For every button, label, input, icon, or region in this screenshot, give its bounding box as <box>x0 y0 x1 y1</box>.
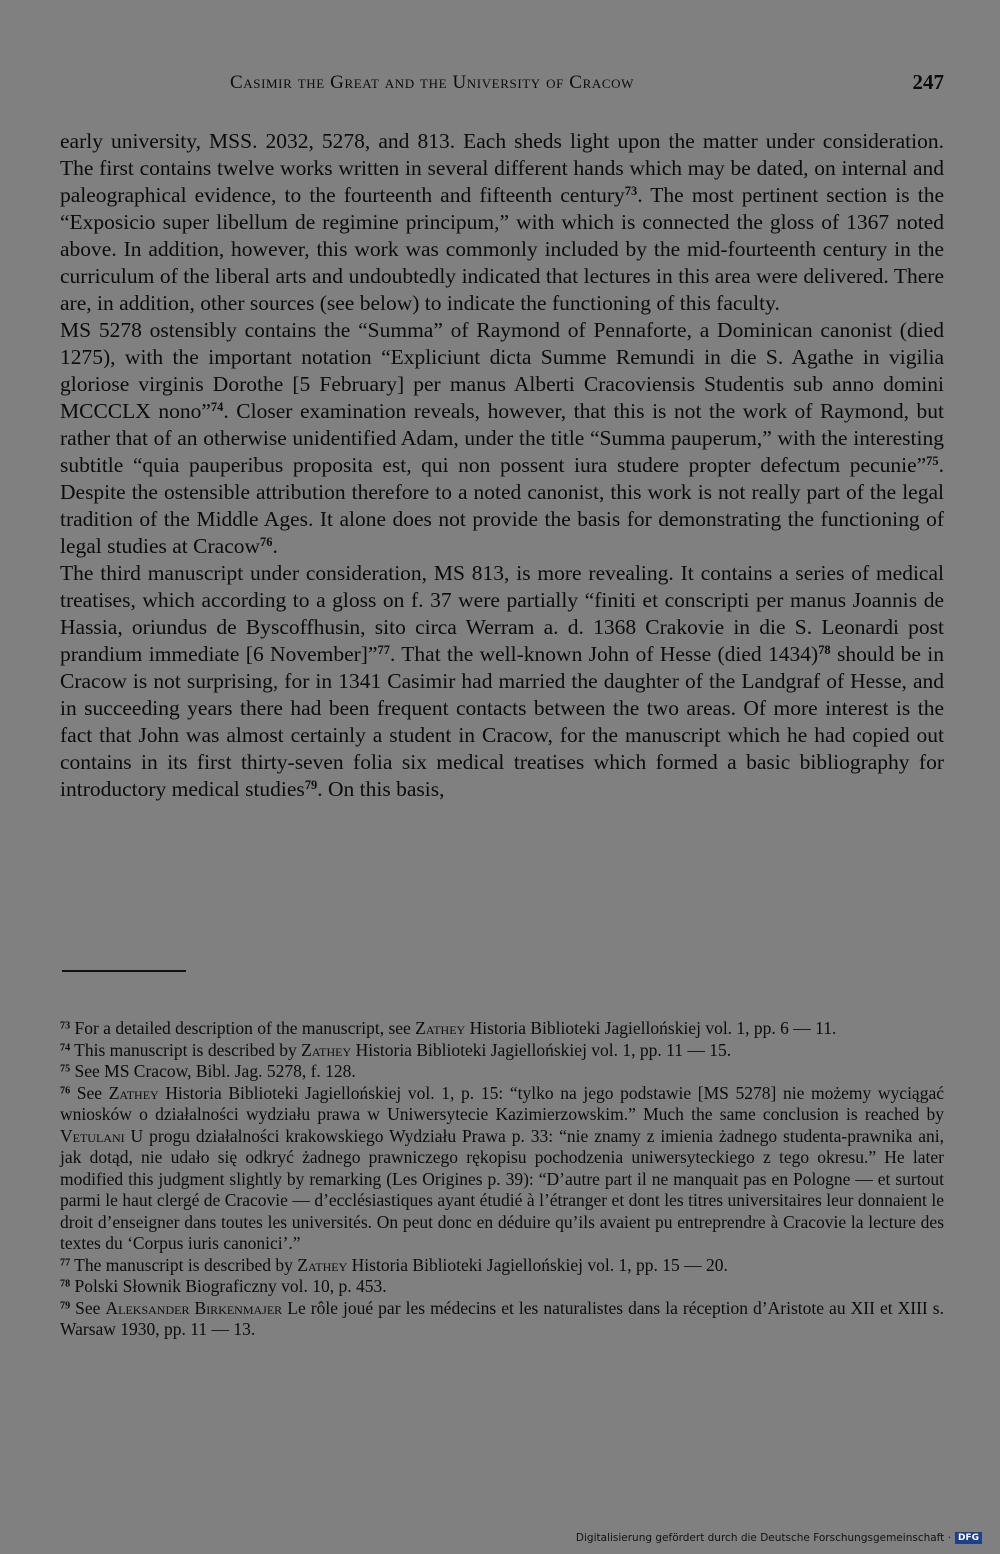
footnote-77 <box>60 1255 944 1277</box>
footnote-number: 74 <box>60 1041 71 1053</box>
paragraph-3 <box>60 560 944 803</box>
paragraph-text: MS 5278 ostensibly contains the “Summa” of Raymond of Pennaforte, a Dominican canonist (died 1275), with the important notation “Expliciunt dicta Summe Remundi in die S. Agathe in vigilia gloriose virginis Dorothe [5 February] per manus Alberti Cracoviensis Studentis sub anno domini MCCCLX nono” <box>60 318 944 423</box>
footnote-text: See <box>70 1297 106 1318</box>
footnote-ref-79[interactable]: 79 <box>304 778 318 793</box>
paragraph-text: The third manuscript under consideration, MS 813, is more revealing. It contains a series of medical treatises, which according to a gloss on f. 37 were partially “finiti et conscripti per manus Joannis de Hassia, oriundus de Byscoffhusin, sito circa Werram a. d. 1368 Crakovie in die S. Leonardi post prandium immediate [6 November]” <box>60 561 944 666</box>
paragraph-1 <box>60 128 944 317</box>
paragraph-text: should be in Cracow is not surprising, for in 1341 Casimir had married the daughter of the Landgraf of Hesse, and in succeeding years there had been frequent contacts between the two areas. Of more interest is the fact that John was almost certainly a student in Cracow, for the manuscript which he had copied out contains in its first thirty-seven folia six medical treatises which formed a basic bibliography for introductory medical studies <box>60 642 945 801</box>
footnote-78 <box>60 1276 944 1298</box>
footnote-number: 79 <box>60 1299 71 1311</box>
author-name: Vetulani <box>60 1125 125 1146</box>
paragraph-text: . The most pertinent section is the “Exposicio super libellum de regimine principum,” with which is connected the gloss of 1367 noted above. In addition, however, this work was commonly included by the mid-fourteenth century in the curriculum of the liberal arts and undoubtedly indicated that lectures in this area were delivered. There are, in addition, other sources (see below) to indicate the functioning of this faculty. <box>60 183 944 315</box>
page-number: 247 <box>912 70 944 94</box>
footnote-ref-78[interactable]: 78 <box>818 643 831 658</box>
footnote-ref-75[interactable]: 75 <box>926 454 939 469</box>
footnote-text: The manuscript is described by <box>70 1254 298 1275</box>
footnote-text: Historia Biblioteki Jagiellońskiej vol. 1, p. 15: “tylko na jego podstawie [MS 5278] nie możemy wyciągać wniosków o działalności wydziału prawa w Uniwersytecie Kazimierzowskim.” Much the same conclusion is reached by <box>60 1082 944 1124</box>
running-head: Casimir the Great and the University of Cracow <box>230 72 634 93</box>
footnote-text: Historia Biblioteki Jagiellońskiej vol. 1, pp. 15 — 20. <box>347 1254 728 1275</box>
paragraph-text: . On this basis, <box>317 777 445 801</box>
page-header <box>60 70 944 100</box>
footnote-divider <box>62 970 186 972</box>
footnote-text: Le rôle joué par les médecins et les naturalistes dans la réception d’Aristote au XII et XIII s. Warsaw 1930, pp. 11 — 13. <box>60 1297 944 1339</box>
footnote-text: Historia Biblioteki Jagiellońskiej vol. 1, pp. 6 — 11. <box>465 1018 837 1038</box>
footnote-text: For a detailed description of the manuscript, see <box>70 1018 416 1038</box>
footnote-74 <box>60 1040 944 1062</box>
footnote-text: Historia Biblioteki Jagiellońskiej vol. 1, pp. 11 — 15. <box>351 1039 732 1060</box>
author-name: Zathey <box>297 1254 348 1275</box>
credit-text: Digitalisierung gefördert durch die Deutsche Forschungsgemeinschaft · <box>575 1532 951 1544</box>
footnote-number: 75 <box>60 1063 71 1075</box>
footnote-number: 77 <box>60 1256 71 1268</box>
paragraph-text: . <box>272 534 278 558</box>
footnote-text: See MS Cracow, Bibl. Jag. 5278, f. 128. <box>70 1061 356 1081</box>
dfg-logo[interactable]: DFG <box>955 1532 982 1544</box>
footnote-number: 76 <box>60 1084 71 1096</box>
author-name: Aleksander Birkenmajer <box>105 1297 283 1318</box>
footnotes <box>60 1018 944 1341</box>
footnote-text: This manuscript is described by <box>70 1039 302 1060</box>
footnote-ref-76[interactable]: 76 <box>260 535 273 550</box>
paragraph-text: . That the well-known John of Hesse (died 1434) <box>389 642 819 666</box>
paragraph-text: early university, MSS. 2032, 5278, and 813. Each sheds light upon the matter under consideration. The first contains twelve works written in several different hands which may be dated, on internal and paleographical evidence, to the fourteenth and fifteenth century <box>60 129 944 207</box>
footnote-75 <box>60 1061 944 1083</box>
author-name: Zathey <box>415 1018 466 1038</box>
author-name: Zathey <box>108 1082 159 1103</box>
footnote-ref-77[interactable]: 77 <box>377 643 390 658</box>
digitization-credit <box>576 1532 982 1544</box>
paragraph-2 <box>60 317 944 560</box>
footnote-ref-73[interactable]: 73 <box>624 184 638 199</box>
footnote-text: U progu działalności krakowskiego Wydziału Prawa p. 33: “nie znamy z imienia żadnego studenta-prawnika ani, jak dotąd, nie udało się odkryć żadnego prawniczego rękopisu pochodzenia uniwersyteckiego z tego okresu.” He later modified this judgment slightly by remarking (Les Origines p. 39): “D’autre part il ne manquait pas en Pologne — et surtout parmi le haut clergé de Cracovie — d’ecclésiastiques ayant étudié à l’étranger et dont les titres universitaires leur donnaient le droit d’enseigner dans toutes les universités. On peut donc en déduire qu’ils avaient pu entreprendre à Cracovie la lecture des textes du ‘Corpus iuris canonici’.” <box>60 1125 944 1253</box>
footnote-79 <box>60 1298 944 1341</box>
footnote-number: 78 <box>60 1278 71 1290</box>
footnote-number: 73 <box>60 1020 71 1032</box>
footnote-76 <box>60 1083 944 1255</box>
footnote-text: Polski Słownik Biograficzny vol. 10, p. 453. <box>70 1276 387 1296</box>
footnote-73 <box>60 1018 944 1040</box>
paragraph-text: . Closer examination reveals, however, that this is not the work of Raymond, but rather that of an otherwise unidentified Adam, under the title “Summa pauperum,” with the interesting subtitle “quia pauperibus proposita est, qui non possent iura studere propter defectum pecunie” <box>60 399 944 477</box>
paragraph-text: . Despite the ostensible attribution therefore to a noted canonist, this work is not really part of the legal tradition of the Middle Ages. It alone does not provide the basis for demonstrating the functioning of legal studies at Cracow <box>60 453 944 558</box>
footnote-text: See <box>70 1082 109 1103</box>
body-text <box>60 128 944 803</box>
author-name: Zathey <box>301 1039 352 1060</box>
footnote-ref-74[interactable]: 74 <box>210 400 224 415</box>
